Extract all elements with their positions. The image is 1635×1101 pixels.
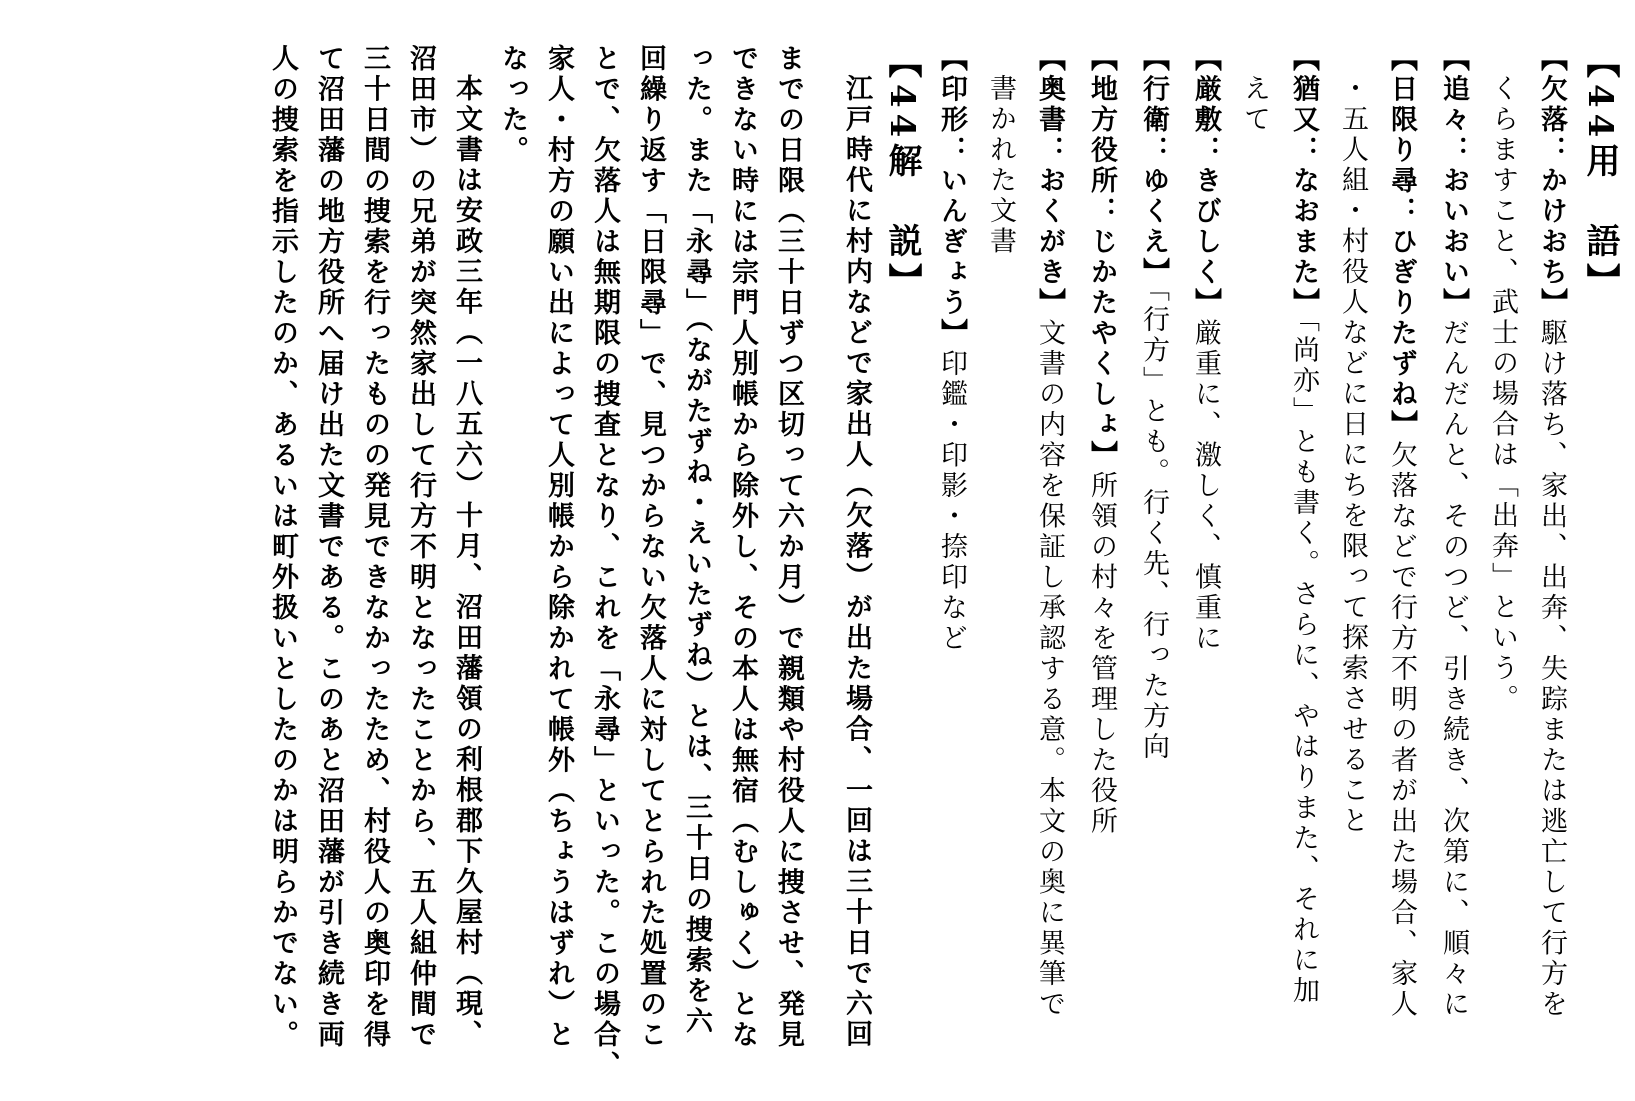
glossary-entry bbox=[1427, 44, 1479, 1084]
glossary-term: 【追々：おいおい】 bbox=[1438, 44, 1469, 319]
glossary-definition-cont: くらますこと、武士の場合は「出奔」という。 bbox=[1487, 74, 1518, 715]
explanation-heading: 【44解 説】 bbox=[882, 44, 922, 304]
explanation-line: 回繰り返す「日限尋」で、見つからない欠落人に対してとられた処置のこ bbox=[635, 44, 666, 1051]
explanation-line: 本文書は安政三年（一八五六）十月、沼田藩領の利根郡下久屋村（現、 bbox=[451, 74, 482, 1050]
glossary-entry bbox=[1375, 44, 1427, 1084]
glossary-entry bbox=[1023, 44, 1075, 1084]
explanation-line: 三十日間の捜索を行ったものの発見できなかったため、村役人の奥印を得 bbox=[359, 44, 390, 1051]
vertical-document bbox=[259, 44, 1623, 1084]
glossary-definition: 文書の内容を保証し承認する意。本文の奥に異筆で bbox=[1034, 318, 1065, 1020]
explanation-line: った。また「永尋」（ながたずね・えいたずね）とは、三十日の捜索を六 bbox=[681, 44, 712, 1037]
glossary-definition: だんだんと、そのつど、引き続き、次第に、順々に bbox=[1438, 318, 1469, 1020]
explanation-line: 家人・村方の願い出によって人別帳から除かれて帳外（ちょうはずれ）と bbox=[543, 44, 574, 1051]
explanation-line: できない時には宗門人別帳から除外し、その本人は無宿（むしゅく）とな bbox=[727, 44, 758, 1051]
glossary-entry bbox=[925, 44, 977, 1084]
glossary-definition: 「尚亦」とも書く。さらに、やはりまた、それに加 bbox=[1288, 318, 1319, 1007]
glossary-term: 【猶又：なおまた】 bbox=[1288, 44, 1319, 319]
glossary-term: 【厳敷：きびしく】 bbox=[1190, 44, 1221, 319]
glossary-definition: 厳重に、激しく、慎重に bbox=[1190, 318, 1221, 654]
explanation-line: とで、欠落人は無期限の捜査となり、これを「永尋」といった。この場合、 bbox=[589, 44, 620, 1081]
glossary-definition: 欠落などで行方不明の者が出た場合、家人 bbox=[1386, 440, 1417, 1020]
explanation-line: 人の捜索を指示したのか、あるいは町外扱いとしたのかは明らかでない。 bbox=[267, 44, 298, 1051]
glossary-term: 【欠落：かけおち】 bbox=[1536, 44, 1567, 319]
glossary-entry bbox=[1179, 44, 1231, 1084]
glossary-entry bbox=[1277, 44, 1329, 1084]
glossary-term: 【印形：いんぎょう】 bbox=[936, 44, 967, 349]
glossary-definition: 所領の村々を管理した役所 bbox=[1086, 471, 1117, 837]
explanation-line: 江戸時代に村内などで家出人（欠落）が出た場合、一回は三十日で六回 bbox=[841, 74, 872, 1050]
glossary-term: 【日限り尋：ひぎりたずね】 bbox=[1386, 44, 1417, 441]
glossary-definition: 印鑑・印影・捺印など bbox=[936, 349, 967, 654]
glossary-definition: 駆け落ち、家出、出奔、失踪または逃亡して行方を bbox=[1536, 318, 1567, 1020]
glossary-definition-cont: ・五人組・村役人などに日にちを限って探索させること bbox=[1337, 74, 1368, 837]
explanation-line: て沼田藩の地方役所へ届け出た文書である。このあと沼田藩が引き続き両 bbox=[313, 44, 344, 1051]
glossary-entry bbox=[1075, 44, 1127, 1084]
glossary-term: 【奥書：おくがき】 bbox=[1034, 44, 1065, 319]
explanation-line: までの日限（三十日ずつ区切って六か月）で親類や村役人に捜させ、発見 bbox=[773, 44, 804, 1051]
glossary-entry bbox=[1525, 44, 1577, 1084]
glossary-definition: 「行方」とも。行く先、行った方向 bbox=[1138, 288, 1169, 763]
glossary-heading: 【44用 語】 bbox=[1580, 44, 1620, 304]
explanation-line: 沼田市）の兄弟が突然家出して行方不明となったことから、五人組仲間で bbox=[405, 44, 436, 1051]
glossary-entry bbox=[1127, 44, 1179, 1084]
glossary-definition-cont: えて bbox=[1239, 74, 1270, 135]
glossary-term: 【行衛：ゆくえ】 bbox=[1138, 44, 1169, 288]
explanation-line: なった。 bbox=[497, 44, 528, 166]
glossary-definition-cont: 書かれた文書 bbox=[985, 74, 1016, 257]
glossary-term: 【地方役所：じかたやくしょ】 bbox=[1086, 44, 1117, 471]
